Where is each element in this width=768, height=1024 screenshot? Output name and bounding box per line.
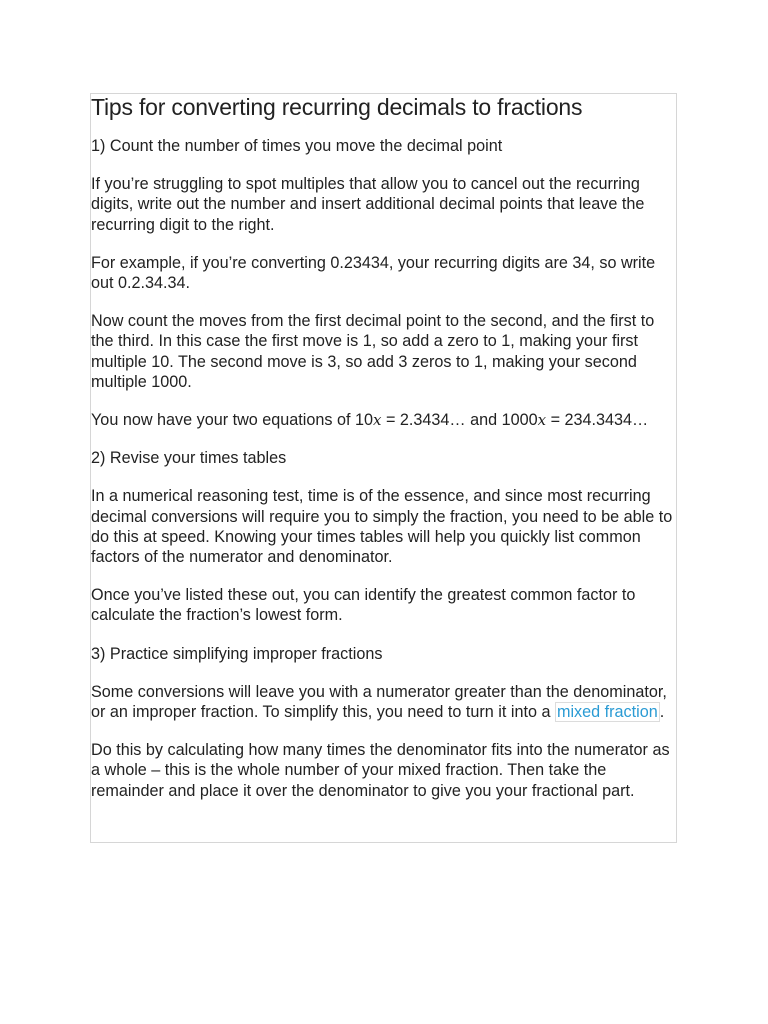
tip-heading-1: 1) Count the number of times you move the decimal point xyxy=(91,137,503,155)
paragraph-count-moves: Now count the moves from the first decimal point to the second, and the first to the third. In this case the first move is 1, so add a zero to 1, making your first multiple 10. The second move is 3, so add 3 zeros to 1, making your second multiple 1000. xyxy=(91,312,655,391)
mixed-fraction-link[interactable]: mixed fraction xyxy=(556,703,658,722)
tip-heading-2: 2) Revise your times tables xyxy=(91,449,287,468)
variable-x-2: 𝑥 xyxy=(537,411,547,430)
paragraph-numerical-test: In a numerical reasoning test, time is of the essence, and since most recurring decimal conversions will require you to simply the fraction, you need to be able to do this at speed. Knowing your times tables will help you quickly list common factors of the numerator and denominator. xyxy=(91,487,673,567)
document-page xyxy=(90,93,677,843)
equations-text-1: You now have your two equations of 10 xyxy=(91,411,373,430)
equations-text-2: = 2.3434… and 1000 xyxy=(381,411,538,430)
improper-text-before: Some conversions will leave you with a numerator greater than the denominator, or an improper fraction. To simplify this, you need to turn it into a xyxy=(91,682,667,722)
paragraph-struggling: If you’re struggling to spot multiples that allow you to cancel out the recurring digits, write out the number and insert additional decimal points that leave the recurring digit to the right. xyxy=(91,175,645,234)
paragraph-improper-fractions xyxy=(91,682,676,722)
tip-heading-3: 3) Practice simplifying improper fractions xyxy=(91,644,383,663)
paragraph-example: For example, if you’re converting 0.23434, your recurring digits are 34, so write out 0.2.34.34. xyxy=(91,253,656,293)
paragraph-mixed-fraction-method: Do this by calculating how many times the denominator fits into the numerator as a whole – this is the whole number of your mixed fraction. Then take the remainder and place it over the denominator to give you your fractional part. xyxy=(91,741,670,800)
paragraph-equations xyxy=(91,410,676,430)
variable-x-1: 𝑥 xyxy=(372,411,382,430)
page-title: Tips for converting recurring decimals to fractions xyxy=(91,94,583,120)
paragraph-greatest-factor: Once you’ve listed these out, you can identify the greatest common factor to calculate the fraction’s lowest form. xyxy=(91,586,636,625)
improper-text-after: . xyxy=(659,703,665,722)
equations-text-3: = 234.3434… xyxy=(546,411,649,430)
